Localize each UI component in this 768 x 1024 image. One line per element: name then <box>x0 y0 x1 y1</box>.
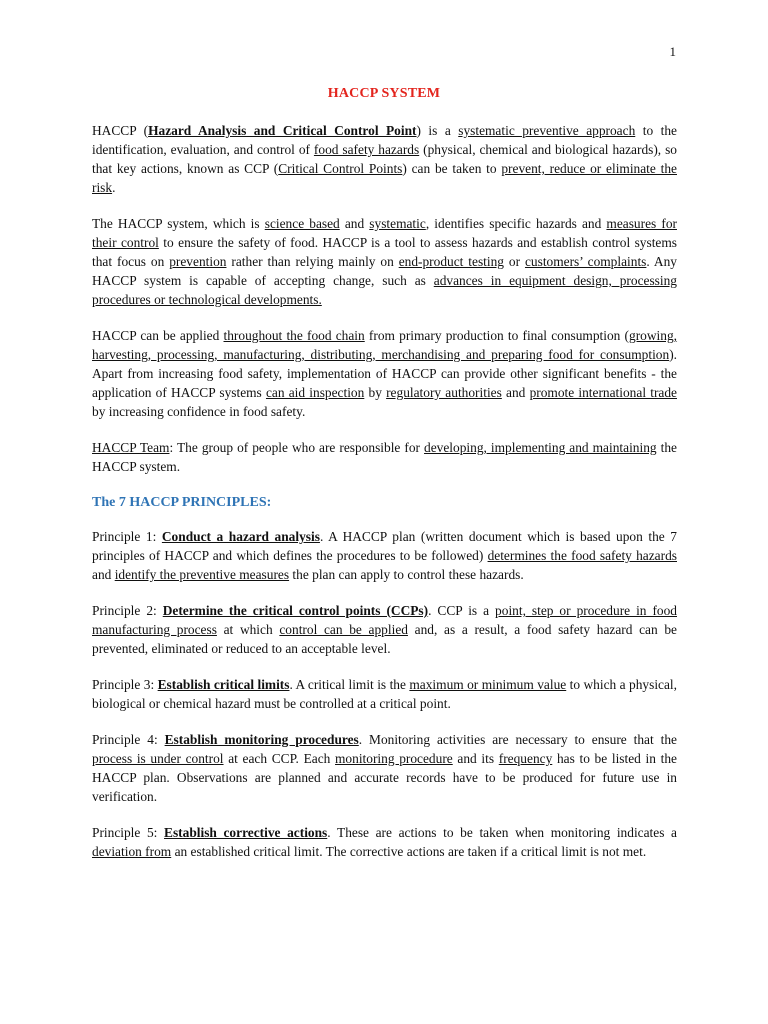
text-run: and, as a result, a food safety hazard can be prevented, eliminated or reduced to an acceptable level. <box>92 622 678 656</box>
underlined-text: customers’ complaints <box>524 254 647 269</box>
principle-4 <box>92 730 677 806</box>
text-run: Principle 1: <box>92 529 162 544</box>
text-run: (physical, chemical and biological hazards), so that key actions, known as CCP ( <box>92 142 677 176</box>
text-run: by increasing confidence in food safety. <box>92 404 306 419</box>
text-run: . CCP is a <box>428 603 496 618</box>
text-run: Principle 4: <box>92 732 165 747</box>
text-run: . A critical limit is the <box>289 677 410 692</box>
underlined-text: can aid inspection <box>265 385 365 400</box>
underlined-text: systematic preventive approach <box>458 123 636 138</box>
underlined-text: measures for their control <box>92 216 677 250</box>
underlined-text: HACCP Team <box>92 440 170 455</box>
principle-2 <box>92 601 677 658</box>
text-run: The HACCP system, which is <box>92 216 265 231</box>
bold-text: Hazard Analysis and Critical Control Point <box>148 123 417 138</box>
text-run: or <box>504 254 525 269</box>
text-run: . Any HACCP system is capable of accepting change, such as <box>92 254 677 288</box>
text-run: and its <box>452 751 499 766</box>
underlined-text: identify the preventive measures <box>114 567 290 582</box>
underlined-text: prevent, reduce or eliminate the risk <box>92 161 677 195</box>
text-run: the HACCP system. <box>92 440 677 474</box>
underlined-text: end-product testing <box>398 254 504 269</box>
underlined-text: growing, harvesting, processing, manufacturing, distributing, merchandising and preparing food for consumption <box>92 328 678 362</box>
text-run: and <box>92 567 115 582</box>
text-run: has to be listed in the HACCP plan. Observations are planned and accurate records have to be produced for future use in verification. <box>92 751 677 804</box>
underlined-text: regulatory authorities <box>386 385 502 400</box>
underlined-text: food safety hazards <box>313 142 420 157</box>
paragraph-haccp-team <box>92 438 677 476</box>
text-run: HACCP can be applied <box>92 328 224 343</box>
text-run: . Monitoring activities are necessary to ensure that the <box>358 732 678 747</box>
paragraph-haccp-application <box>92 326 677 421</box>
text-run: HACCP ( <box>92 123 149 138</box>
text-run: ) can be taken to <box>402 161 502 176</box>
text-run: rather than relying mainly on <box>226 254 399 269</box>
underlined-text: prevention <box>169 254 227 269</box>
underlined-text: deviation from <box>92 844 172 859</box>
text-run: at which <box>216 622 280 637</box>
text-run: by <box>364 385 387 400</box>
underlined-text: promote international trade <box>529 385 677 400</box>
text-run: Principle 3: <box>92 677 158 692</box>
text-run: ) is a <box>416 123 459 138</box>
page-number: 1 <box>669 44 676 59</box>
text-run: . A HACCP plan (written document which is based upon the 7 principles of HACCP and which defines the procedures to be followed) <box>92 529 677 563</box>
text-run: . These are actions to be taken when monitoring indicates a <box>327 825 677 840</box>
text-run: to ensure the safety of food. HACCP is a tool to assess hazards and establish control systems that focus on <box>92 235 677 269</box>
underlined-text: frequency <box>498 751 553 766</box>
underlined-text: throughout the food chain <box>223 328 365 343</box>
text-run: to the identification, evaluation, and control of <box>92 123 677 157</box>
principle-5 <box>92 823 677 861</box>
text-run: Principle 2: <box>92 603 163 618</box>
text-run: . <box>112 180 116 195</box>
text-run: ). Apart from increasing food safety, implementation of HACCP can provide other significant benefits - the application of HACCP systems <box>92 347 677 400</box>
text-run: at each CCP. Each <box>223 751 336 766</box>
text-run: the plan can apply to control these hazards. <box>289 567 524 582</box>
document-body <box>92 121 677 878</box>
bold-text: Establish critical limits <box>157 677 290 692</box>
text-run: and <box>339 216 370 231</box>
text-run: , identifies specific hazards and <box>425 216 607 231</box>
bold-text: Establish corrective actions <box>164 825 328 840</box>
principle-1 <box>92 527 677 584</box>
text-run: and <box>501 385 530 400</box>
underlined-text: Critical Control Points <box>278 161 403 176</box>
text-run: from primary production to final consumption ( <box>364 328 630 343</box>
bold-text: Establish monitoring procedures <box>164 732 359 747</box>
bold-text: Determine the critical control points (CCPs) <box>162 603 429 618</box>
principles-heading: The 7 HACCP PRINCIPLES: <box>92 495 272 510</box>
underlined-text: determines the food safety hazards <box>487 548 677 563</box>
page-title: HACCP SYSTEM <box>327 86 441 101</box>
text-run: an established critical limit. The corrective actions are taken if a critical limit is not met. <box>171 844 647 859</box>
underlined-text: monitoring procedure <box>335 751 453 766</box>
underlined-text: point, step or procedure in food manufacturing process <box>92 603 677 637</box>
principle-3 <box>92 675 677 713</box>
underlined-text: systematic <box>369 216 426 231</box>
text-run: Principle 5: <box>92 825 165 840</box>
text-run: to which a physical, biological or chemical hazard must be controlled at a critical point. <box>92 677 678 711</box>
bold-text: Conduct a hazard analysis <box>161 529 320 544</box>
underlined-text: maximum or minimum value <box>409 677 567 692</box>
paragraph-haccp-system <box>92 214 677 309</box>
underlined-text: developing, implementing and maintaining <box>424 440 657 455</box>
paragraph-haccp-definition <box>92 121 677 197</box>
text-run: : The group of people who are responsible for <box>169 440 425 455</box>
underlined-text: process is under control <box>92 751 224 766</box>
underlined-text: control can be applied <box>279 622 408 637</box>
underlined-text: science based <box>264 216 340 231</box>
underlined-text: advances in equipment design, processing procedures or technological developments. <box>92 273 677 307</box>
